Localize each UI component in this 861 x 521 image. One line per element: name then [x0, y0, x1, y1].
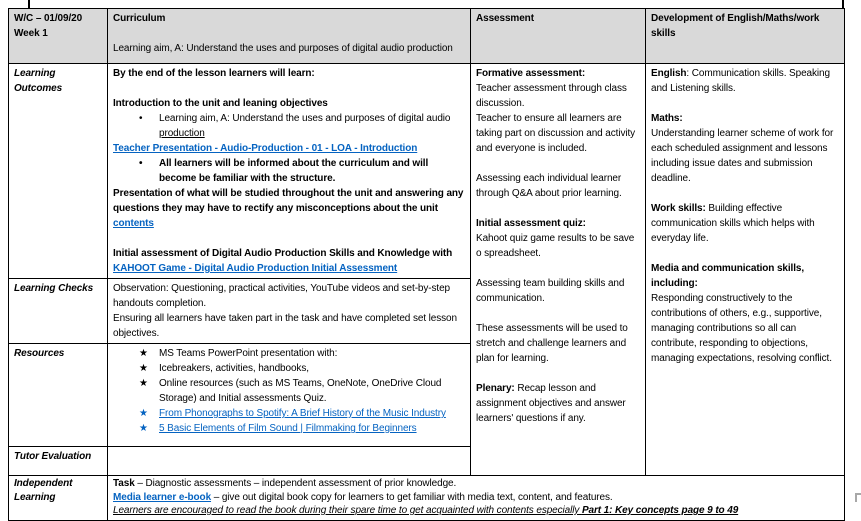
assessment-para: Assessing team building skills and communication.: [476, 278, 625, 304]
list-item: [113, 361, 465, 376]
learning-outcomes-row: [9, 64, 845, 279]
resource-link-wrap: [159, 406, 465, 421]
reading-note-emphasis: Part 1: Key concepts page 9 to 49: [581, 505, 739, 516]
resources-label: Resources: [9, 344, 108, 447]
lesson-intro-line: By the end of the lesson learners will learn:: [113, 68, 315, 79]
star-bullet-icon: ★: [139, 363, 148, 374]
presentation-text: Presentation of what will be studied throughout the unit and answering any questions they may have to rectify any misconceptions about the unit: [113, 188, 464, 214]
work-skills-text: Building effective communication skills which helps with everyday life.: [651, 203, 815, 244]
week-number: Week 1: [14, 28, 48, 39]
header-development-cell: [646, 9, 845, 64]
work-skills-paragraph: [651, 201, 839, 246]
independent-learning-label: Independent Learning: [9, 476, 108, 521]
round-bullet-icon: •: [139, 113, 143, 124]
tutor-evaluation-label: Tutor Evaluation: [9, 447, 108, 476]
learning-aim-text: Learning aim, A: Understand the uses and purposes of digital audio: [159, 113, 451, 124]
film-sound-elements-link[interactable]: 5 Basic Elements of Film Sound | Filmmaking for Beginners: [159, 423, 417, 434]
plenary-paragraph: [476, 381, 640, 426]
learning-outcomes-label: Learning Outcomes: [9, 64, 108, 279]
resource-link-wrap: [159, 421, 465, 436]
week-commencing: W/C – 01/09/20: [14, 13, 83, 24]
production-underlined: production: [159, 128, 205, 139]
initial-assessment-text: Initial assessment of Digital Audio Production Skills and Knowledge with: [113, 248, 453, 259]
assessment-content: [471, 64, 646, 476]
list-item: [113, 346, 465, 361]
phonographs-history-link[interactable]: From Phonographs to Spotify: A Brief History of the Music Industry: [159, 408, 446, 419]
list-item: [113, 156, 465, 186]
maths-text: Understanding learner scheme of work for each scheduled assignment and lessons including issue dates and submission deadline.: [651, 128, 834, 184]
ebook-text: – give out digital book copy for learners to get familiar with media text, content, and features.: [211, 491, 613, 503]
teacher-presentation-link[interactable]: Teacher Presentation - Audio-Production - 01 - LOA - Introduction: [113, 143, 418, 154]
star-bullet-icon: ★: [139, 378, 148, 389]
plenary-text: Recap lesson and assignment objectives and answer learners' questions if any.: [476, 383, 626, 424]
media-skills-label: Media and communication skills, including:: [651, 263, 805, 289]
work-skills-label: Work skills:: [651, 203, 706, 214]
learning-checks-line: Ensuring all learners have taken part in the task and have completed set lesson objectives.: [113, 313, 457, 339]
list-item: [113, 406, 465, 421]
english-skills-paragraph: [651, 66, 839, 96]
resource-text: Icebreakers, activities, handbooks,: [159, 363, 309, 374]
assessment-para: Kahoot quiz game results to be save o spreadsheet.: [476, 233, 635, 259]
resources-content: [108, 344, 471, 447]
curriculum-learning-aim: Learning aim, A: Understand the uses and purposes of digital audio production: [113, 43, 453, 54]
header-assessment-cell: [471, 9, 646, 64]
learning-aim-bullet: [159, 111, 465, 141]
media-ebook-link[interactable]: Media learner e-book: [113, 491, 212, 503]
presentation-paragraph: [113, 186, 465, 231]
header-curriculum-cell: [108, 9, 471, 64]
english-text: : Communication skills. Speaking and Listening skills.: [651, 68, 830, 94]
header-row: [9, 9, 845, 64]
learning-checks-content: [108, 279, 471, 344]
reading-note-text: Learners are encouraged to read the book during their spare time to get acquainted with contents especially: [113, 505, 582, 516]
contents-link[interactable]: contents: [113, 218, 154, 229]
english-label: English: [651, 68, 687, 79]
kahoot-game-link[interactable]: KAHOOT Game - Digital Audio Production Initial Assessment: [113, 263, 398, 274]
header-week-cell: [9, 9, 108, 64]
unit-intro-heading: Introduction to the unit and leaning objectives: [113, 98, 328, 109]
tutor-evaluation-content: [108, 447, 471, 476]
assessment-column-title: Assessment: [476, 13, 534, 24]
learning-outcomes-content: [108, 64, 471, 279]
resource-text: Online resources (such as MS Teams, OneNote, OneDrive Cloud Storage) and Initial assessments Quiz.: [159, 378, 442, 404]
ebook-paragraph: [113, 491, 839, 505]
list-item: [113, 421, 465, 436]
development-content: [646, 64, 845, 476]
round-bullet-icon: •: [139, 158, 143, 169]
task-text: – Diagnostic assessments – independent assessment of prior knowledge.: [134, 478, 457, 489]
assessment-para: Teacher to ensure all learners are taking part on discussion and activity and everyone is included.: [476, 113, 636, 154]
learning-checks-line: Observation: Questioning, practical activities, YouTube videos and set-by-step handouts completion.: [113, 283, 451, 309]
task-label: Task: [113, 478, 135, 489]
assessment-para: Teacher assessment through class discussion.: [476, 83, 627, 109]
initial-quiz-heading: Initial assessment quiz:: [476, 218, 586, 229]
star-bullet-icon: ★: [139, 348, 148, 359]
scheme-of-work-table: [8, 8, 845, 521]
assessment-para: Assessing each individual learner through Q&A about prior learning.: [476, 173, 622, 199]
learning-checks-label: Learning Checks: [9, 279, 108, 344]
list-item: [113, 376, 465, 406]
reading-note-paragraph: [113, 504, 839, 518]
list-item: [113, 111, 465, 141]
curriculum-column-title: Curriculum: [113, 13, 166, 24]
teacher-presentation-line: [113, 141, 465, 156]
independent-learning-row: [9, 476, 845, 521]
star-bullet-icon: ★: [139, 423, 148, 434]
development-column-title: Development of English/Maths/work skills: [651, 13, 820, 39]
initial-assessment-paragraph: [113, 246, 465, 276]
plenary-label: Plenary:: [476, 383, 515, 394]
next-table-corner-handle: [855, 493, 861, 502]
independent-learning-content: [108, 476, 845, 521]
task-paragraph: [113, 477, 839, 491]
assessment-para: These assessments will be used to stretch and challenge learners and plan for learning.: [476, 323, 628, 364]
curriculum-informed-bullet: All learners will be informed about the curriculum and will become be familiar with the structure.: [159, 158, 429, 184]
star-bullet-icon: ★: [139, 408, 148, 419]
maths-label: Maths:: [651, 113, 683, 124]
resource-text: MS Teams PowerPoint presentation with:: [159, 348, 338, 359]
formative-assessment-heading: Formative assessment:: [476, 68, 586, 79]
media-skills-text: Responding constructively to the contributions of others, e.g., supportive, managing contributions so all can contribute, responding to objections, managing expectations, resolving conflict.: [651, 293, 832, 364]
